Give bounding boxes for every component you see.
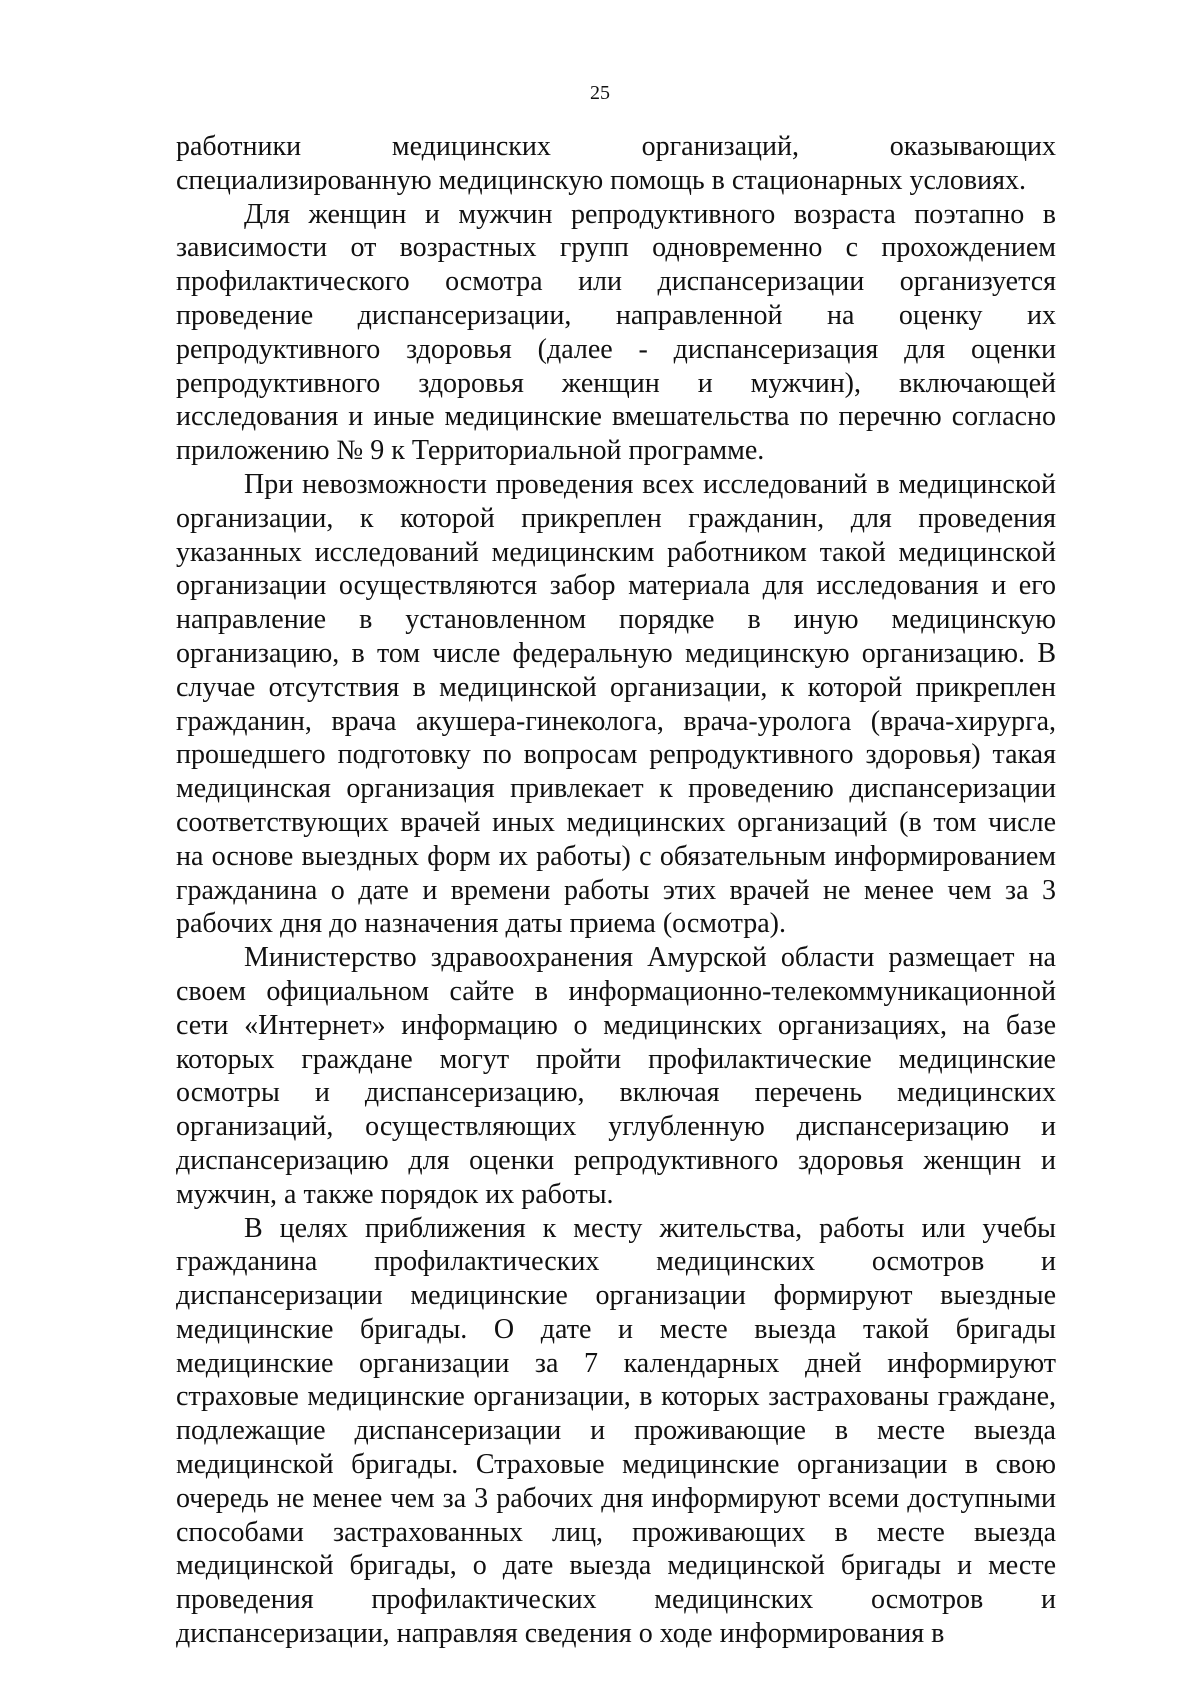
page-number: 25 xyxy=(590,82,610,104)
paragraph-reproductive-dispensary: Для женщин и мужчин репродуктивного возраста поэтапно в зависимости от возрастных групп одновременно с прохождением профилактического осмотра или диспансеризации организуется проведение диспансеризации, направленной на оценку их репродуктивного здоровья (далее - диспансеризация для оценки репродуктивного здоровья женщин и мужчин), включающей исследования и иные медицинские вмешательства по перечню согласно приложению № 9 к Территориальной программе. xyxy=(176,198,1056,467)
paragraph-continuation: работники медицинских организаций, оказывающих специализированную медицинскую помощь в стационарных условиях. xyxy=(176,131,1056,196)
paragraph-mobile-teams: В целях приближения к месту жительства, работы или учебы гражданина профилактических медицинских осмотров и диспансеризации медицинские организации формируют выездные медицинские бригады. О дате и месте выезда такой бригады медицинские организации за 7 календарных дней информируют страховые медицинские организации, в которых застрахованы граждане, подлежащие диспансеризации и проживающие в месте выезда медицинской бригады. Страховые медицинские организации в свою очередь не менее чем за 3 рабочих дня информируют всеми доступными способами застрахованных лиц, проживающих в месте выезда медицинской бригады, о дате выезда медицинской бригады и месте проведения профилактических медицинских осмотров и диспансеризации, направляя сведения о ходе информирования в xyxy=(176,1212,1056,1650)
paragraph-research-referral: При невозможности проведения всех исследований в медицинской организации, к которой прикреплен гражданин, для проведения указанных исследований медицинским работником такой медицинской организации осуществляются забор материала для исследования и его направление в установленном порядке в иную медицинскую организацию, в том числе федеральную медицинскую организацию. В случае отсутствия в медицинской организации, к которой прикреплен гражданин, врача акушера-гинеколога, врача-уролога (врача-хирурга, прошедшего подготовку по вопросам репродуктивного здоровья) такая медицинская организация привлекает к проведению диспансеризации соответствующих врачей иных медицинских организаций (в том числе на основе выездных форм их работы) с обязательным информированием гражданина о дате и времени работы этих врачей не менее чем за 3 рабочих дня до назначения даты приема (осмотра). xyxy=(176,468,1056,940)
paragraph-ministry-website: Министерство здравоохранения Амурской области размещает на своем официальном сайте в информационно-телекоммуникационной сети «Интернет» информацию о медицинских организациях, на базе которых граждане могут пройти профилактические медицинские осмотры и диспансеризацию, включая перечень медицинских организаций, осуществляющих углубленную диспансеризацию и диспансеризацию для оценки репродуктивного здоровья женщин и мужчин, а также порядок их работы. xyxy=(176,942,1056,1210)
document-body xyxy=(176,130,1056,1651)
